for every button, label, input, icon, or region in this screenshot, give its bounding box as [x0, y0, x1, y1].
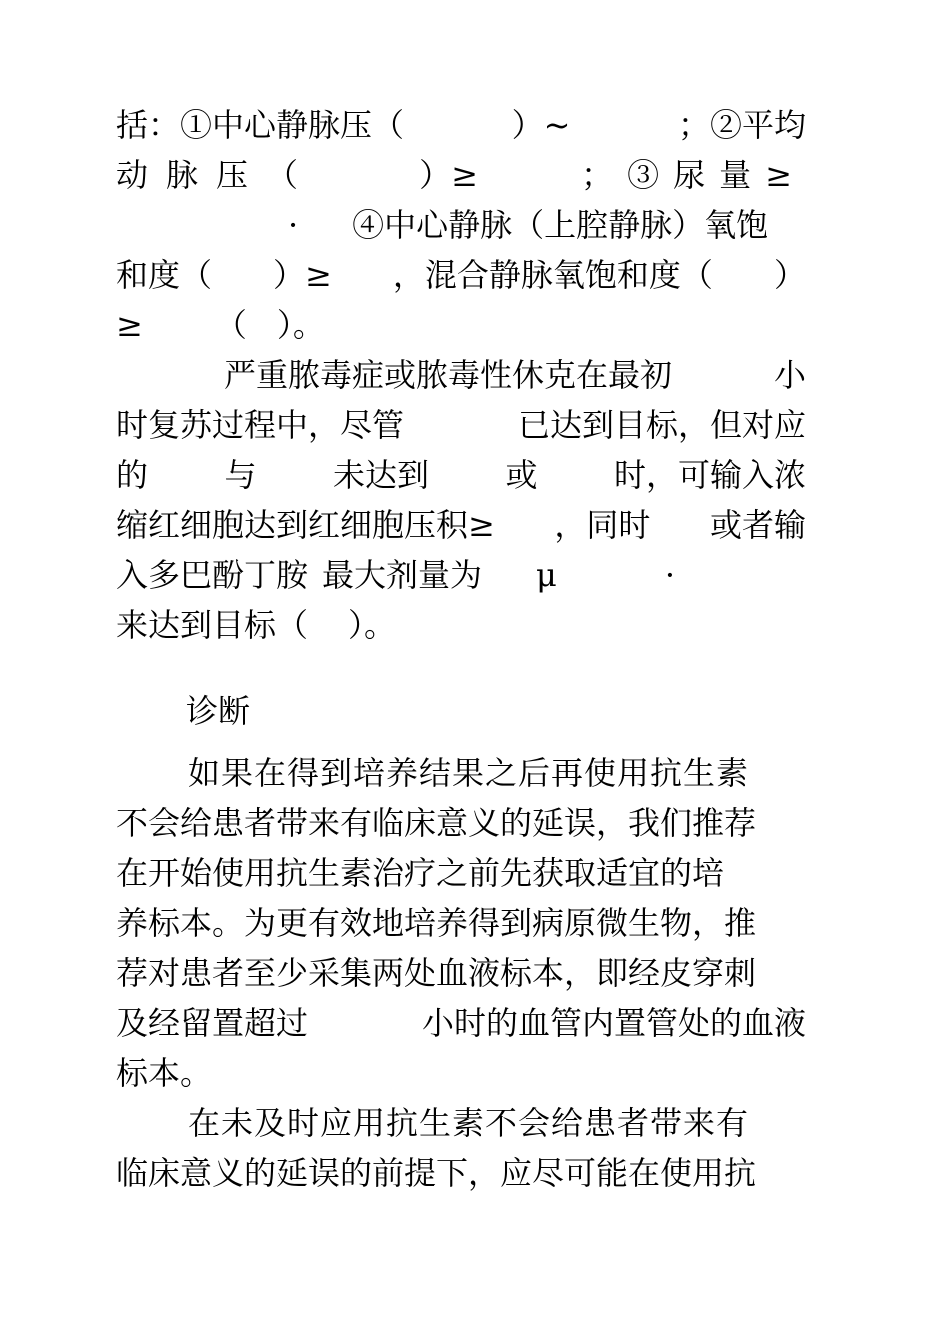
text-line [116, 500, 806, 550]
text-segment: · [664, 556, 675, 594]
text-segment: 或者输 [709, 506, 806, 544]
text-segment: 入多巴酚丁胺 [116, 556, 309, 594]
text-line [116, 1148, 806, 1198]
text-segment: ，同时 [554, 506, 651, 544]
section-heading [116, 686, 806, 736]
text-segment: 标本。 [116, 1054, 213, 1092]
text-segment: 不会给患者带来有临床意义的延误，我们推荐 [116, 804, 757, 842]
text-line [116, 450, 806, 500]
text-segment: 时，可输入浓 [613, 456, 806, 494]
text-segment: 如果在得到培养结果之后再使用抗生素 [188, 754, 750, 792]
text-line [116, 998, 806, 1048]
text-line [116, 350, 806, 400]
text-line [116, 948, 806, 998]
text-segment: 时复苏过程中，尽管 [116, 406, 405, 444]
text-segment: 临床意义的延误的前提下，应尽可能在使用抗 [116, 1154, 757, 1192]
text-segment: 最大剂量为 [322, 556, 483, 594]
text-segment: 在开始使用抗生素治疗之前先获取适宜的培 [116, 854, 725, 892]
text-segment: 括：①中心静脉压（ [116, 106, 405, 144]
text-segment: 来达到目标（ [116, 606, 309, 644]
text-segment: 养标本。为更有效地培养得到病原微生物，推 [116, 904, 757, 942]
text-segment: ）~ [511, 106, 571, 144]
text-segment: ；②平均 [677, 106, 806, 144]
text-line [116, 600, 806, 650]
text-segment: ≥ [116, 306, 143, 344]
text-segment: · [288, 206, 299, 244]
text-line [116, 798, 806, 848]
text-segment: μ [536, 556, 557, 594]
text-line [116, 400, 806, 450]
text-segment: ） [773, 256, 806, 294]
text-line [116, 150, 806, 200]
text-line [116, 300, 806, 350]
text-line [116, 848, 806, 898]
text-segment: 荐对患者至少采集两处血液标本，即经皮穿刺 [116, 954, 757, 992]
text-segment: ，混合静脉氧饱和度（ [392, 256, 713, 294]
text-segment: 小 [773, 356, 806, 394]
text-segment: ④中心静脉（上腔静脉）氧饱 [352, 206, 769, 244]
text-segment: 和度（ [116, 256, 213, 294]
text-segment: ）≥ [419, 156, 478, 194]
text-line [116, 1098, 806, 1148]
text-segment: ；③尿量≥ [581, 156, 806, 194]
text-segment: 严重脓毒症或脓毒性休克在最初 [224, 356, 673, 394]
text-segment: 已达到目标，但对应 [517, 406, 806, 444]
text-segment: 及经留置超过 [116, 1004, 309, 1042]
text-line [116, 550, 806, 600]
text-line [116, 100, 806, 150]
text-segment: 缩红细胞达到红细胞压积≥ [116, 506, 495, 544]
text-line [116, 1048, 806, 1098]
text-segment: 动脉压（ [116, 156, 317, 194]
text-segment: ）。 [276, 306, 325, 344]
text-line [116, 898, 806, 948]
text-segment: 在未及时应用抗生素不会给患者带来有 [188, 1104, 750, 1142]
text-line [116, 250, 806, 300]
text-segment: 未达到 [332, 456, 429, 494]
heading-text: 诊断 [186, 692, 251, 730]
text-segment: （ [214, 306, 247, 344]
text-segment: 或 [505, 456, 538, 494]
text-segment: 的 [116, 456, 149, 494]
text-line [116, 748, 806, 798]
text-segment: ）。 [348, 606, 397, 644]
text-segment: 与 [224, 456, 257, 494]
text-segment: 小时的血管内置管处的血液 [421, 1004, 806, 1042]
text-line [116, 200, 806, 250]
text-segment: ）≥ [273, 256, 332, 294]
